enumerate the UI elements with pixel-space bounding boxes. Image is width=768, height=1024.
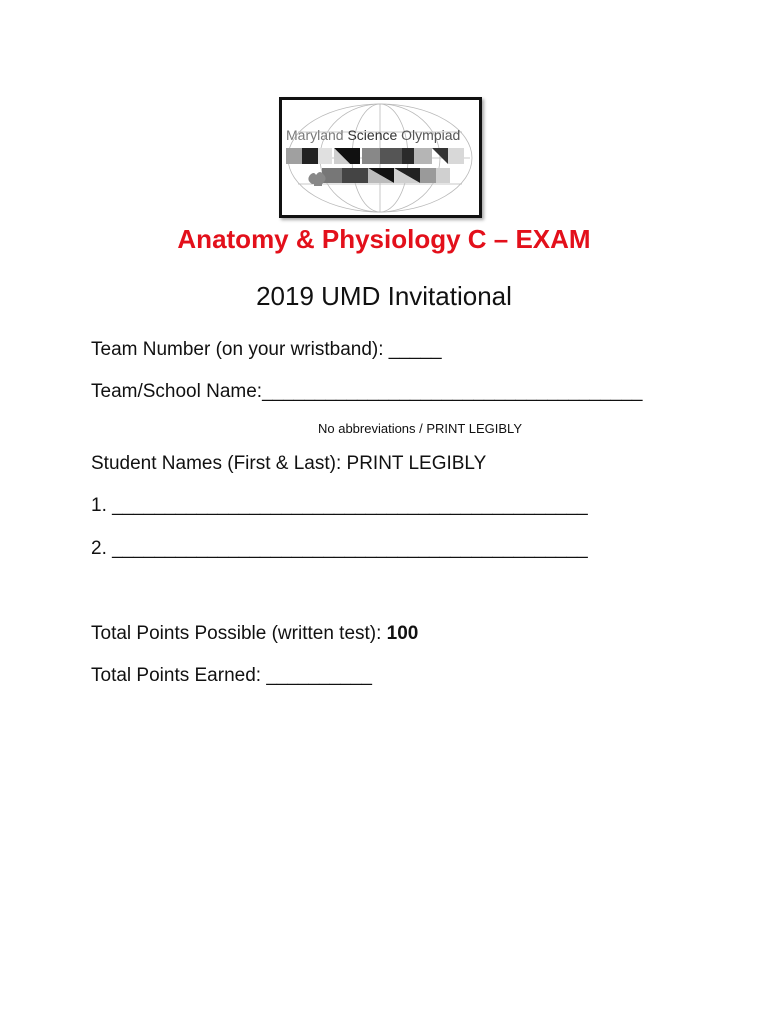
student-name-line-2: [91, 538, 588, 560]
team-school-blank: ____________________________________: [262, 381, 643, 402]
student-number: 1.: [91, 495, 113, 516]
exam-title: Anatomy & Physiology C – EXAM: [177, 224, 591, 254]
team-number-label: Team Number (on your wristband):: [91, 339, 389, 360]
maryland-science-olympiad-logo: [282, 100, 479, 215]
abbreviation-note: No abbreviations / PRINT LEGIBLY: [317, 421, 522, 436]
team-number-line: [91, 339, 442, 361]
team-school-label: Team/School Name:: [91, 381, 263, 402]
student-name-blank: _____________________________________________: [112, 495, 588, 516]
student-names-heading: Student Names (First & Last): PRINT LEGIBLY: [91, 453, 487, 474]
team-number-blank: _____: [388, 339, 442, 360]
total-possible-label: Total Points Possible (written test):: [91, 623, 387, 644]
student-name-line-1: [91, 495, 588, 517]
logo-text: Maryland Science Olympiad: [286, 127, 461, 143]
total-earned-label: Total Points Earned:: [91, 665, 267, 686]
total-points-possible-line: [91, 623, 418, 645]
student-number: 2.: [91, 538, 113, 559]
total-points-earned-line: [91, 665, 372, 687]
maryland-flag-bands: [286, 148, 464, 186]
team-school-line: [91, 381, 643, 403]
student-name-blank: _____________________________________________: [112, 538, 588, 559]
total-possible-value: 100: [386, 623, 419, 644]
total-earned-blank: __________: [266, 665, 372, 686]
logo: [279, 97, 482, 218]
exam-subtitle: 2019 UMD Invitational: [256, 281, 512, 311]
